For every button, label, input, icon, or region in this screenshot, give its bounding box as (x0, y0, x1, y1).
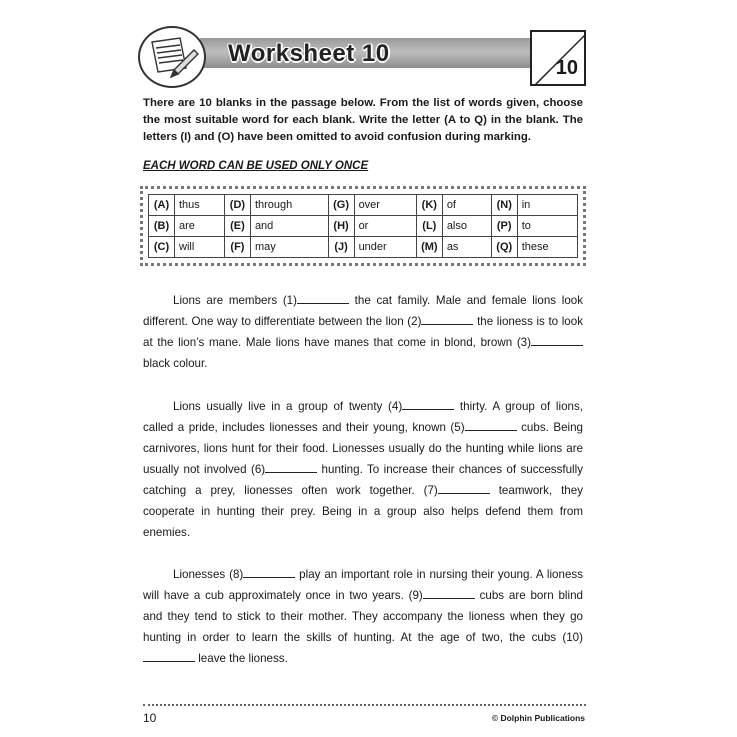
worksheet-pencil-icon (138, 26, 206, 88)
word-letter: (A) (149, 195, 175, 216)
passage-text: the cat family. Male and female lions look different. One way to differentiate between the lion (2) (143, 294, 584, 328)
word-option: or (354, 216, 416, 237)
blank-6[interactable] (265, 463, 317, 473)
blank-5[interactable] (465, 421, 517, 431)
word-letter: (F) (224, 237, 250, 258)
blank-3[interactable] (531, 336, 583, 346)
word-letter: (M) (416, 237, 442, 258)
passage-text: Lionesses (8) (173, 568, 244, 581)
word-bank-row (149, 216, 578, 237)
passage-text: play an important role in nursing their young. A lioness will have a cub approximately once in two years. (9) (143, 568, 583, 602)
footer-divider (143, 704, 586, 706)
page-number: 10 (143, 711, 157, 725)
blank-4[interactable] (402, 400, 454, 410)
word-option: and (250, 216, 328, 237)
word-option: thus (175, 195, 225, 216)
passage-paragraph-1 (143, 290, 583, 374)
passage-text: cubs. Being carnivores, lions hunt for their food. Lionesses usually do the hunting while lions are usually not involved (6) (143, 421, 583, 476)
passage-text: thirty. A group of lions, called a pride, includes lionesses and their young, known (5) (143, 400, 583, 434)
word-option: over (354, 195, 416, 216)
worksheet-number-box (530, 30, 586, 86)
passage-text: teamwork, they cooperate in hunting their prey. Being in a group also helps defend them from enemies. (143, 484, 583, 539)
word-letter: (P) (491, 216, 517, 237)
blank-8[interactable] (243, 568, 295, 578)
word-option: in (517, 195, 577, 216)
word-letter: (B) (149, 216, 175, 237)
page-title: Worksheet 10 (228, 40, 390, 67)
word-option: of (442, 195, 491, 216)
word-letter: (C) (149, 237, 175, 258)
word-option: these (517, 237, 577, 258)
blank-10[interactable] (143, 652, 195, 662)
passage-text: leave the lioness. (195, 652, 288, 665)
passage-text: Lions are members (1) (173, 294, 297, 307)
word-option: may (250, 237, 328, 258)
passage-text: black colour. (143, 357, 208, 370)
blank-9[interactable] (423, 589, 475, 599)
word-letter: (L) (416, 216, 442, 237)
word-letter: (H) (328, 216, 354, 237)
word-bank-table (148, 194, 578, 258)
passage-paragraph-2 (143, 396, 583, 543)
worksheet-number: 10 (555, 57, 578, 79)
word-option: will (175, 237, 225, 258)
word-letter: (G) (328, 195, 354, 216)
word-letter: (Q) (491, 237, 517, 258)
publisher-credit: © Dolphin Publications (491, 713, 585, 723)
word-option: are (175, 216, 225, 237)
passage-text: hunting. To increase their chances of successfully catching a prey, lionesses often work together. (7) (143, 463, 583, 497)
word-letter: (N) (491, 195, 517, 216)
word-letter: (E) (224, 216, 250, 237)
word-option: to (517, 216, 577, 237)
word-bank-box (140, 186, 586, 266)
word-letter: (J) (328, 237, 354, 258)
word-letter: (K) (416, 195, 442, 216)
word-bank-row (149, 237, 578, 258)
blank-1[interactable] (297, 294, 349, 304)
passage-paragraph-3 (143, 564, 583, 669)
word-bank-row (149, 195, 578, 216)
rule-note: EACH WORD CAN BE USED ONLY ONCE (143, 160, 369, 172)
blank-2[interactable] (421, 315, 473, 325)
word-option: as (442, 237, 491, 258)
passage-text: the lioness is to look at the lion’s mane. Male lions have manes that come in blond, brown (3) (143, 315, 583, 349)
blank-7[interactable] (438, 484, 490, 494)
word-option: through (250, 195, 328, 216)
instructions: There are 10 blanks in the passage below. From the list of words given, choose the most suitable word for each blank. Write the letter (A to Q) in the blank. The letters (I) and (O) have been omitted to avoid confusion during marking. (143, 97, 583, 143)
passage-text: Lions usually live in a group of twenty (4) (173, 400, 403, 413)
word-option: under (354, 237, 416, 258)
word-option: also (442, 216, 491, 237)
word-letter: (D) (224, 195, 250, 216)
passage-text: cubs are born blind and they tend to stick to their mother. They accompany the lioness when they go hunting in order to learn the skills of hunting. At the age of two, the cubs (10) (143, 589, 583, 644)
